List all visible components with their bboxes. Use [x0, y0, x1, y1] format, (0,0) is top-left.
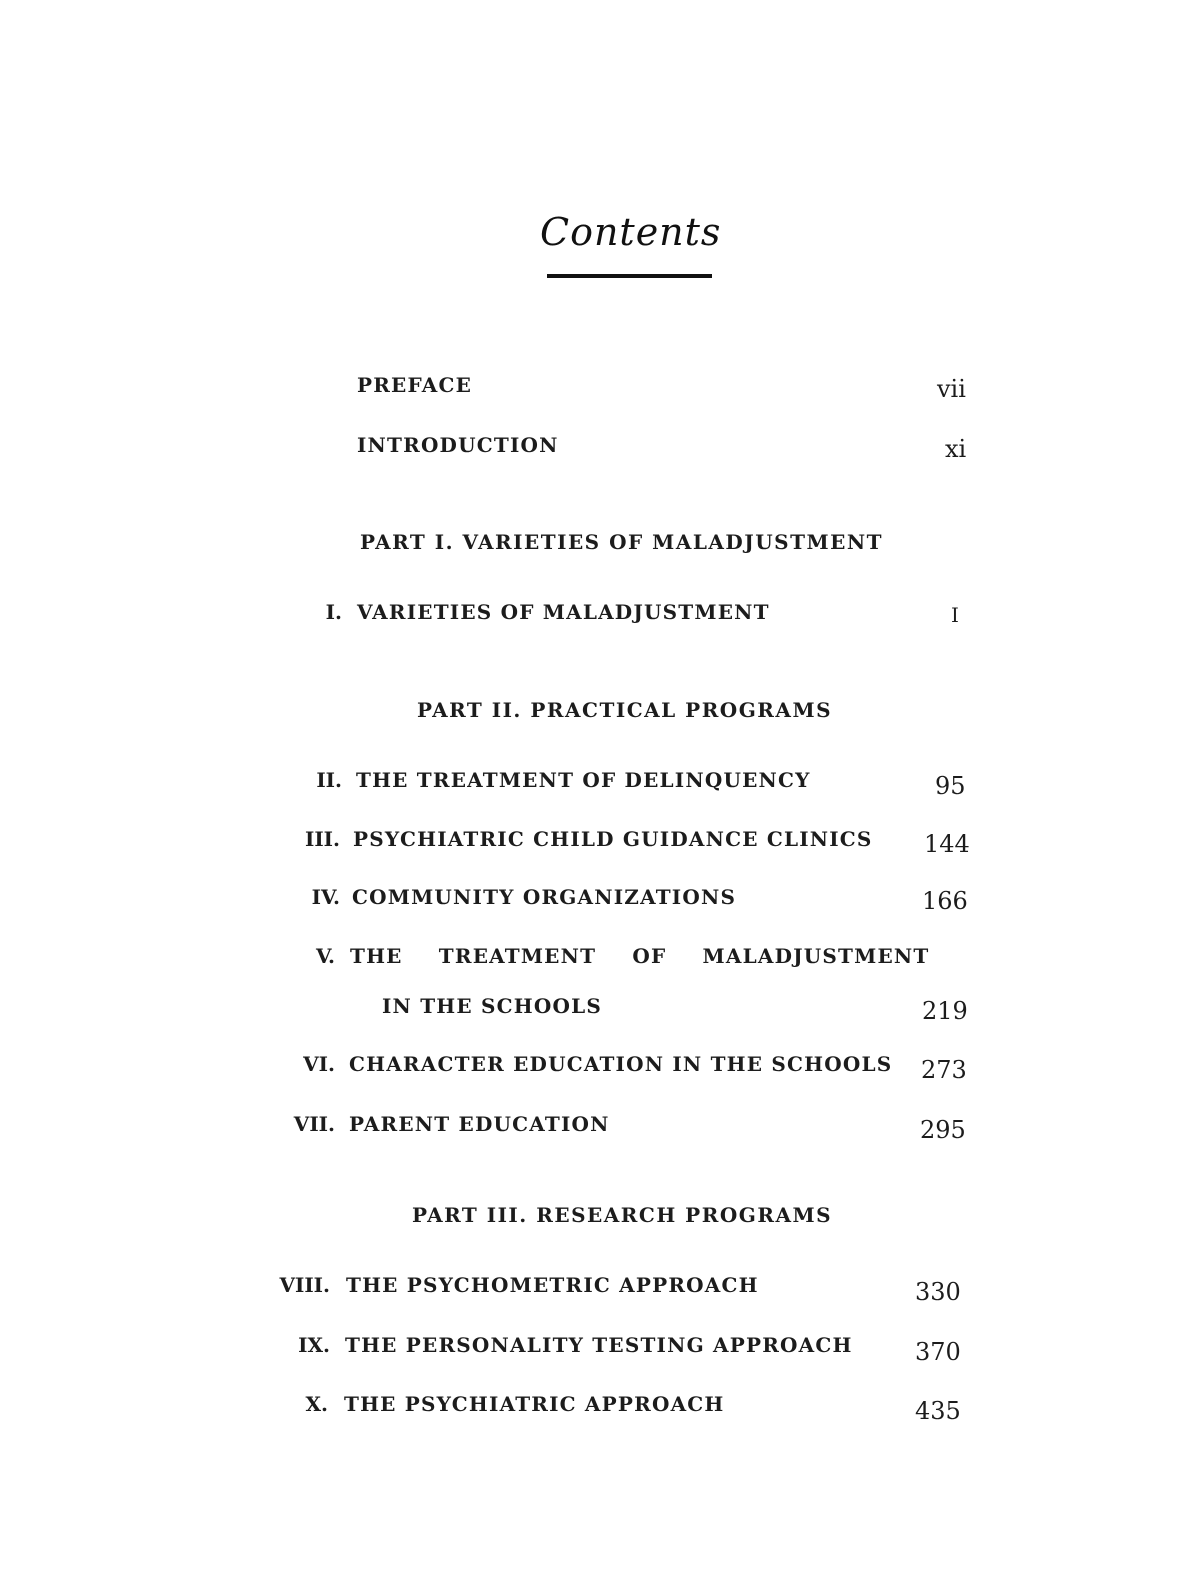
chapter-number: III.	[304, 827, 340, 851]
chapter-title: VARIETIES OF MALADJUSTMENT	[357, 600, 770, 624]
chapter-number: V.	[316, 944, 335, 968]
chapter-title: THE PSYCHIATRIC APPROACH	[344, 1392, 725, 1416]
part-heading-2: PART II. PRACTICAL PROGRAMS	[417, 698, 833, 722]
title-rule	[547, 274, 712, 278]
chapter-number: IX.	[298, 1333, 330, 1357]
chapter-page: 295	[920, 1116, 966, 1144]
chapter-title: THE TREATMENT OF DELINQUENCY	[356, 768, 811, 792]
chapter-page: 330	[915, 1278, 961, 1306]
chapter-number: VI.	[303, 1052, 335, 1076]
chapter-number: I.	[325, 600, 342, 624]
chapter-page: 144	[924, 830, 970, 858]
chapter-title: THE PSYCHOMETRIC APPROACH	[346, 1273, 759, 1297]
page-title: Contents	[540, 210, 722, 254]
chapter-title-continued: IN THE SCHOOLS	[382, 994, 602, 1018]
chapter-page: 435	[915, 1397, 961, 1425]
toc-introduction-label: INTRODUCTION	[357, 433, 559, 457]
chapter-title: THE TREATMENT OF MALADJUSTMENT	[350, 944, 930, 968]
toc-introduction-page: xi	[945, 435, 967, 463]
part-heading-1: PART I. VARIETIES OF MALADJUSTMENT	[360, 530, 884, 554]
chapter-page: 95	[935, 772, 966, 800]
chapter-title: THE PERSONALITY TESTING APPROACH	[345, 1333, 853, 1357]
chapter-title: PARENT EDUCATION	[349, 1112, 610, 1136]
toc-preface-page: vii	[937, 375, 966, 403]
chapter-page: I	[951, 603, 959, 627]
chapter-page: 166	[922, 887, 968, 915]
chapter-number: VIII.	[279, 1273, 330, 1297]
chapter-page: 370	[915, 1338, 961, 1366]
chapter-page: 273	[921, 1056, 967, 1084]
chapter-number: X.	[305, 1392, 328, 1416]
part-heading-3: PART III. RESEARCH PROGRAMS	[412, 1203, 833, 1227]
chapter-page: 219	[922, 997, 968, 1025]
chapter-title: CHARACTER EDUCATION IN THE SCHOOLS	[349, 1052, 893, 1076]
chapter-number: VII.	[293, 1112, 335, 1136]
chapter-title: COMMUNITY ORGANIZATIONS	[352, 885, 737, 909]
chapter-number: IV.	[311, 885, 340, 909]
chapter-number: II.	[316, 768, 342, 792]
toc-preface-label: PREFACE	[357, 373, 473, 397]
chapter-title: PSYCHIATRIC CHILD GUIDANCE CLINICS	[353, 827, 873, 851]
